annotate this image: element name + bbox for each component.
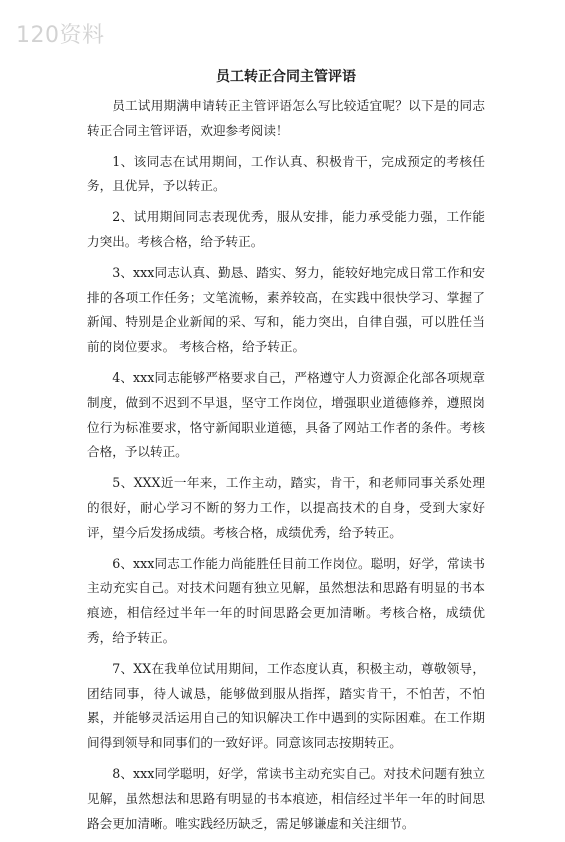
paragraph-comment-7: 7、XX在我单位试用期间，工作态度认真，积极主动，尊敬领导，团结同事，待人诚恳，能够做到服从指挥，踏实肯干，不怕苦，不怕累，并能够灵活运用自己的知识解决工作中遇到的实际困难。在工作期间得到领导和同事们的一致好评。同意该同志按期转正。 [87,660,485,751]
paragraph-comment-8: 8、xxx同学聪明，好学，常读书主动充实自己。对技术问题有独立见解，虽然想法和思路有明显的书本痕迹，相信经过半年一年的时间思路会更加清晰。唯实践经历缺乏，需足够谦虚和关注细节。 [87,765,485,831]
watermark-logo: 120资料 [16,23,105,48]
paragraph-comment-2: 2、试用期间同志表现优秀，服从安排，能力承受能力强，工作能力突出。考核合格，给予转正。 [87,209,485,249]
document-body [87,66,485,842]
paragraph-comment-1: 1、该同志在试用期间，工作认真、积极肯干，完成预定的考核任务，且优异，予以转正。 [87,153,485,194]
paragraph-comment-6: 6、xxx同志工作能力尚能胜任目前工作岗位。聪明，好学，常读书主动充实自己。对技术问题有独立见解，虽然想法和思路有明显的书本痕迹，相信经过半年一年的时间思路会更加清晰。考核合格，成绩优秀，给予转正。 [87,555,485,645]
paragraph-comment-4: 4、xxx同志能够严格要求自己，严格遵守人力资源企化部各项规章制度，做到不迟到不早退，坚守工作岗位，增强职业道德修养，遵照岗位行为标准要求，恪守新闻职业道德，具备了网站工作者的条件。考核合格，予以转正。 [87,369,485,460]
paragraph-intro: 员工试用期满申请转正主管评语怎么写比较适宜呢？以下是的同志转正合同主管评语，欢迎参考阅读！ [87,98,485,138]
document-title: 员工转正合同主管评语 [216,69,356,85]
paragraph-comment-5: 5、XXX近一年来，工作主动，踏实，肯干，和老师同事关系处理的很好，耐心学习不断的努力工作，以提高技术的自身，受到大家好评，望今后发扬成绩。考核合格，成绩优秀，给予转正。 [87,475,485,540]
paragraph-comment-3: 3、xxx同志认真、勤恳、踏实、努力，能较好地完成日常工作和安排的各项工作任务；文笔流畅，素养较高，在实践中很快学习、掌握了新闻、特别是企业新闻的采、写和，能力突出，自律自强，可以胜任当前的岗位要求。 考核合格，给予转正。 [87,264,485,355]
